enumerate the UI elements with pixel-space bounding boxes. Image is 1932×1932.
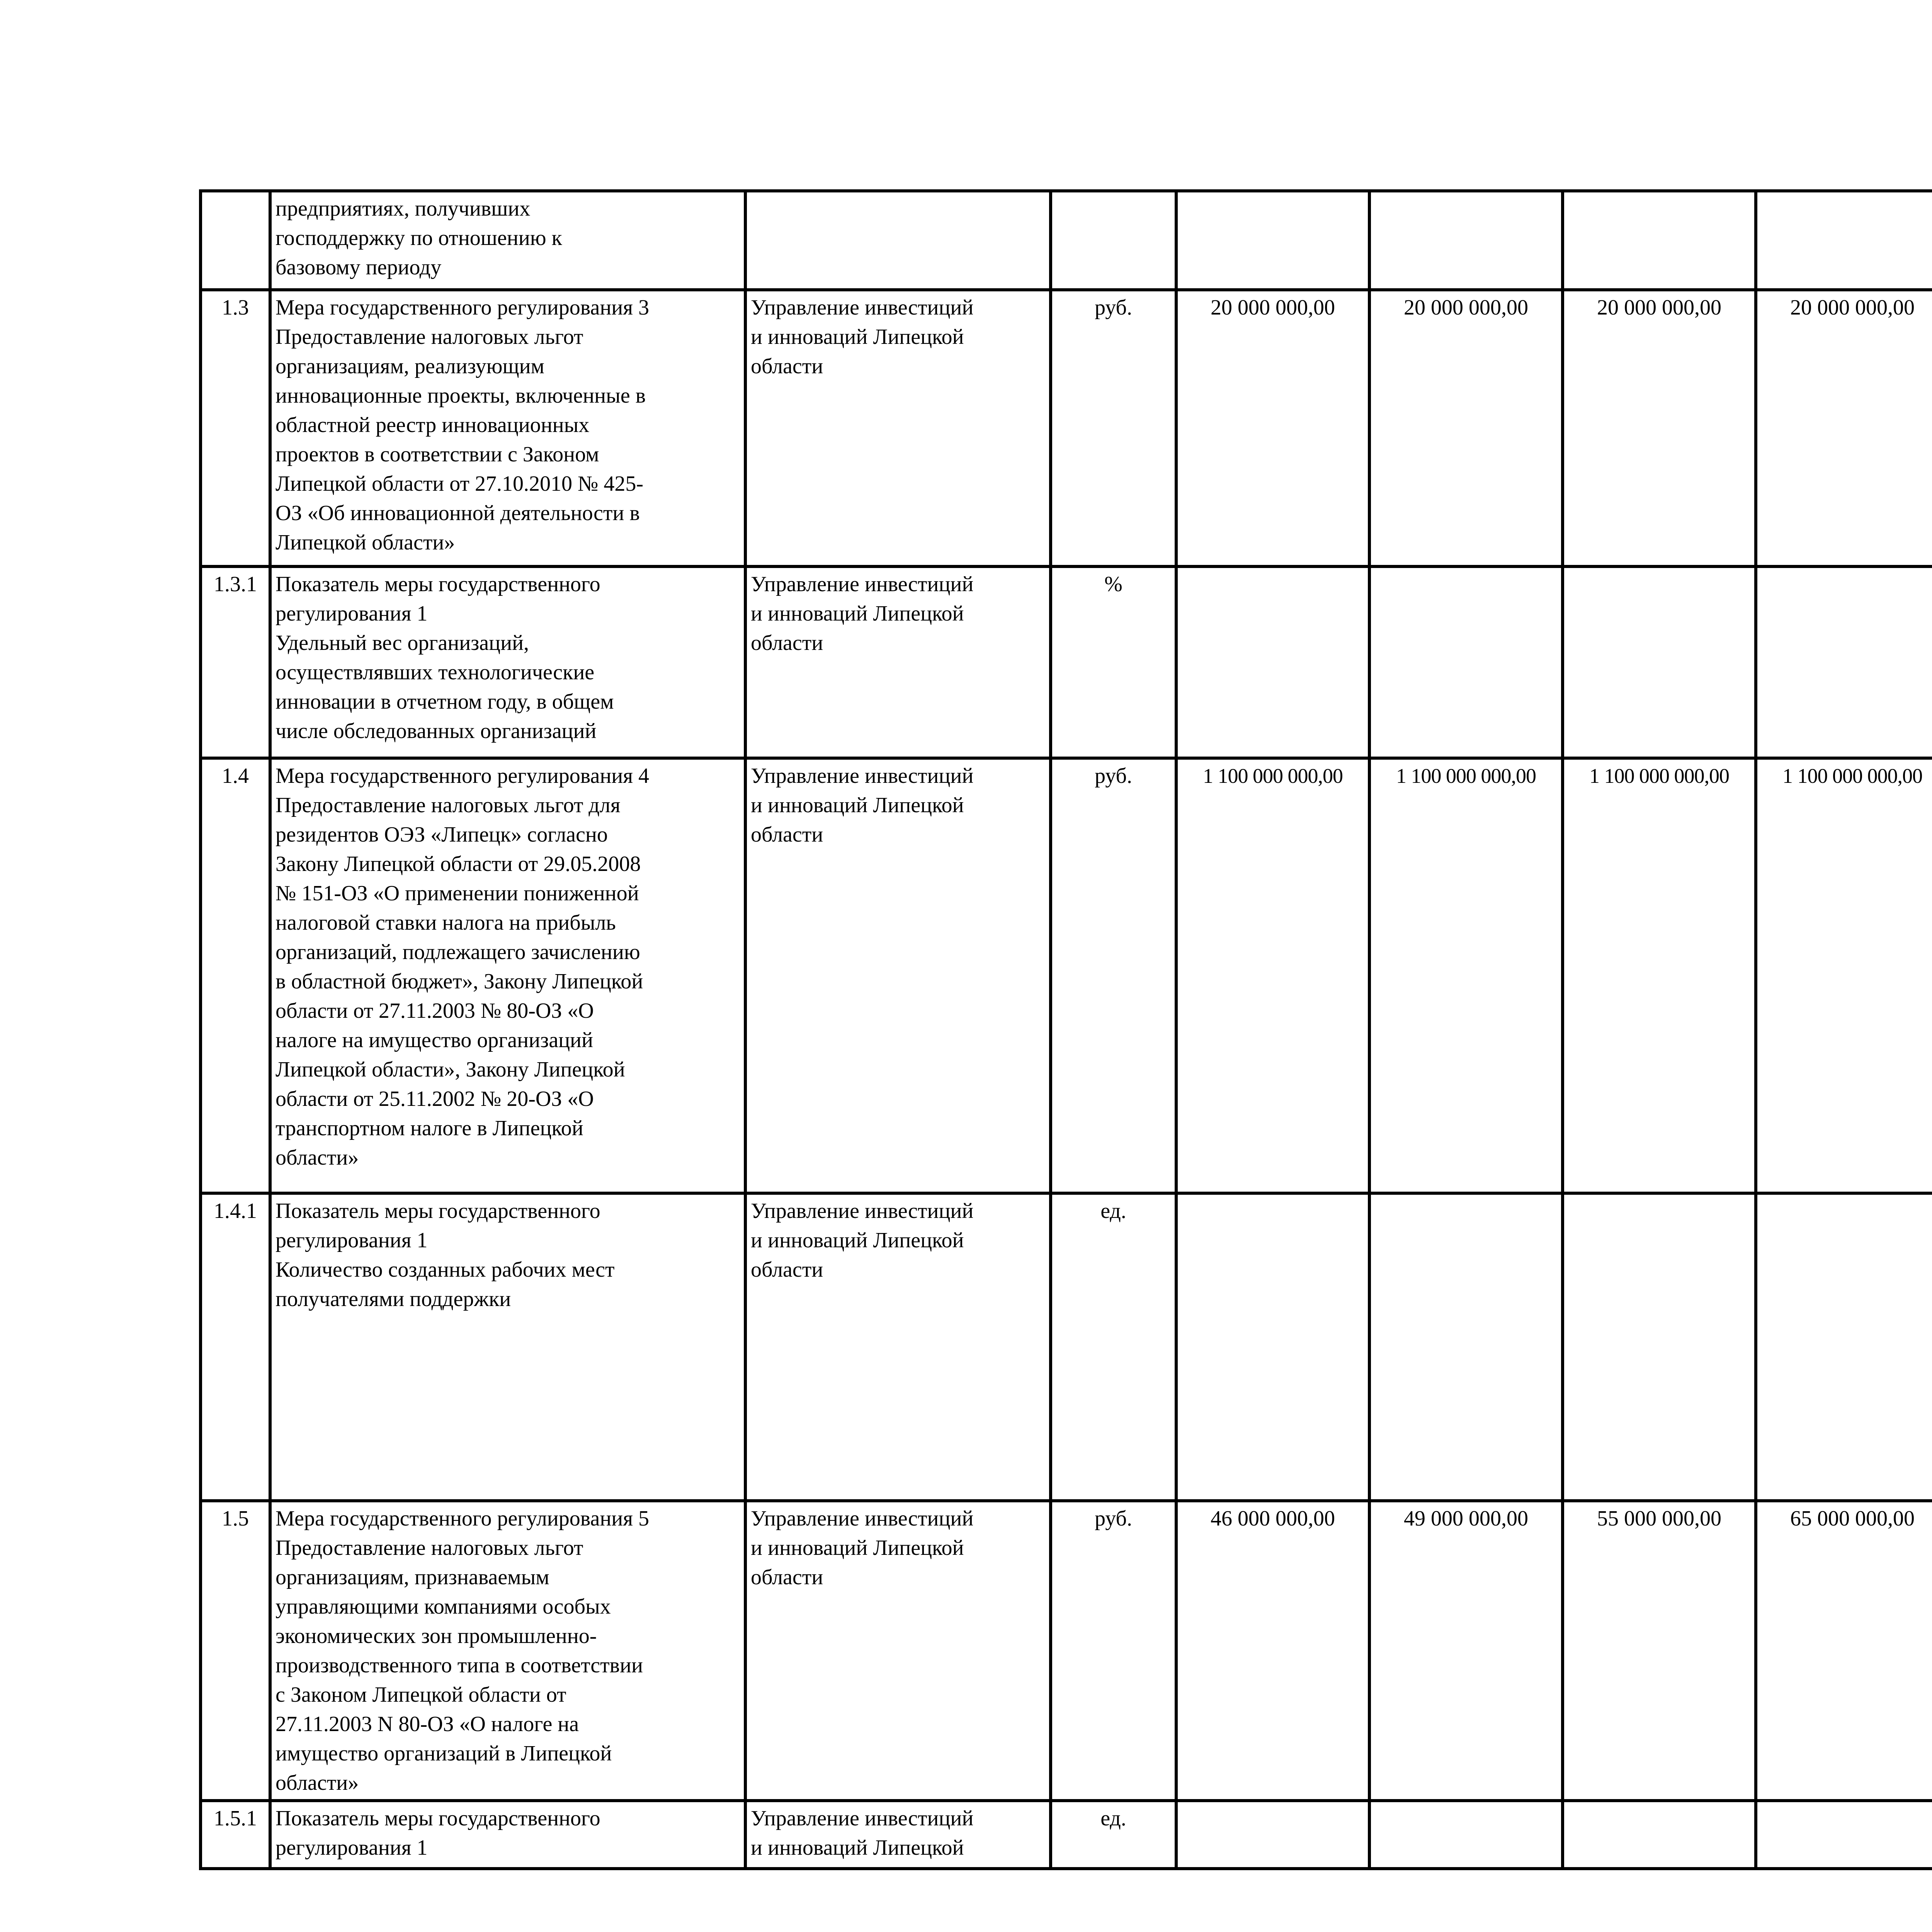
value-cell: 49 000 000,00 bbox=[1369, 1501, 1563, 1801]
measure-name-line: предприятиях, получивших bbox=[276, 197, 531, 221]
measure-name-line: Предоставление налоговых льгот bbox=[276, 1536, 583, 1560]
measure-name-line: Количество созданных рабочих мест bbox=[276, 1258, 615, 1282]
measure-name-line: Мера государственного регулирования 5 bbox=[276, 1507, 650, 1531]
responsible-cell bbox=[745, 566, 1051, 758]
unit-cell: руб. bbox=[1051, 1501, 1176, 1801]
value-cell bbox=[1756, 1193, 1932, 1501]
responsible-line: и инноваций Липецкой bbox=[751, 1536, 964, 1560]
measure-name-line: регулирования 1 bbox=[276, 602, 428, 626]
measure-name-cell bbox=[270, 1501, 745, 1801]
value-cell: 20 000 000,00 bbox=[1176, 290, 1369, 566]
measure-name-line: Предоставление налоговых льгот для bbox=[276, 793, 621, 817]
responsible-cell bbox=[745, 290, 1051, 566]
unit-cell: % bbox=[1051, 566, 1176, 758]
responsible-line: области bbox=[751, 354, 823, 378]
responsible-cell bbox=[745, 191, 1051, 290]
measure-name-line: господдержку по отношению к bbox=[276, 226, 562, 250]
measure-name-cell bbox=[270, 1801, 745, 1869]
value-cell: 20 000 000,00 bbox=[1369, 290, 1563, 566]
measure-name-cell bbox=[270, 1193, 745, 1501]
responsible-line: области bbox=[751, 1565, 823, 1589]
responsible-cell bbox=[745, 1801, 1051, 1869]
responsible-cell bbox=[745, 1193, 1051, 1501]
measure-name-line: в областной бюджет», Закону Липецкой bbox=[276, 969, 643, 993]
measure-name-line: № 151-ОЗ «О применении пониженной bbox=[276, 881, 639, 905]
table-row bbox=[201, 191, 1932, 290]
measure-name-line: организаций, подлежащего зачислению bbox=[276, 940, 640, 964]
measure-name-line: числе обследованных организаций bbox=[276, 719, 597, 743]
measure-name-line: области от 25.11.2002 № 20-ОЗ «О bbox=[276, 1087, 594, 1111]
measure-name-line: управляющими компаниями особых bbox=[276, 1595, 611, 1619]
measure-name-line: Липецкой области» bbox=[276, 531, 455, 554]
table-row bbox=[201, 1801, 1932, 1869]
measure-name-line: ОЗ «Об инновационной деятельности в bbox=[276, 501, 640, 525]
measure-name-line: Мера государственного регулирования 3 bbox=[276, 296, 650, 320]
row-number-cell: 1.3.1 bbox=[201, 566, 270, 758]
value-cell bbox=[1176, 1801, 1369, 1869]
responsible-line: Управление инвестиций bbox=[751, 764, 974, 788]
value-cell bbox=[1563, 191, 1756, 290]
measure-name-line: Предоставление налоговых льгот bbox=[276, 325, 583, 349]
responsible-line: Управление инвестиций bbox=[751, 572, 974, 596]
responsible-line: и инноваций Липецкой bbox=[751, 1836, 964, 1860]
unit-cell bbox=[1051, 191, 1176, 290]
row-number-cell: 1.4 bbox=[201, 758, 270, 1193]
value-cell bbox=[1563, 566, 1756, 758]
measure-name-line: резидентов ОЭЗ «Липецк» согласно bbox=[276, 823, 608, 847]
value-cell bbox=[1756, 566, 1932, 758]
responsible-line: области bbox=[751, 1258, 823, 1282]
measure-name-line: области» bbox=[276, 1146, 359, 1170]
row-number-cell: 1.5 bbox=[201, 1501, 270, 1801]
measure-name-line: налоге на имущество организаций bbox=[276, 1028, 593, 1052]
responsible-line: Управление инвестиций bbox=[751, 1507, 974, 1531]
measure-name-cell bbox=[270, 290, 745, 566]
measure-name-cell bbox=[270, 191, 745, 290]
measure-name-cell bbox=[270, 566, 745, 758]
value-cell bbox=[1176, 566, 1369, 758]
responsible-line: и инноваций Липецкой bbox=[751, 1228, 964, 1252]
responsible-line: области bbox=[751, 631, 823, 655]
measure-name-line: регулирования 1 bbox=[276, 1836, 428, 1860]
value-cell bbox=[1756, 191, 1932, 290]
measure-name-line: базовому периоду bbox=[276, 255, 442, 279]
value-cell bbox=[1176, 191, 1369, 290]
measure-name-line: организациям, реализующим bbox=[276, 354, 544, 378]
measure-name-line: Закону Липецкой области от 29.05.2008 bbox=[276, 852, 641, 876]
value-cell bbox=[1563, 1801, 1756, 1869]
table-row bbox=[201, 758, 1932, 1193]
measure-name-line: экономических зон промышленно- bbox=[276, 1624, 597, 1648]
measure-name-line: инновационные проекты, включенные в bbox=[276, 384, 646, 408]
value-cell: 1 100 000 000,00 bbox=[1369, 758, 1563, 1193]
measure-name-line: проектов в соответствии с Законом bbox=[276, 442, 599, 466]
measure-name-line: получателями поддержки bbox=[276, 1287, 511, 1311]
value-cell bbox=[1369, 1193, 1563, 1501]
measure-name-line: области от 27.11.2003 № 80-ОЗ «О bbox=[276, 999, 594, 1023]
responsible-line: и инноваций Липецкой bbox=[751, 602, 964, 626]
measure-name-line: Липецкой области от 27.10.2010 № 425- bbox=[276, 472, 644, 496]
value-cell: 20 000 000,00 bbox=[1563, 290, 1756, 566]
measure-name-line: 27.11.2003 N 80-ОЗ «О налоге на bbox=[276, 1712, 579, 1736]
row-number-cell: 1.4.1 bbox=[201, 1193, 270, 1501]
table-body bbox=[201, 191, 1932, 1869]
table-row bbox=[201, 566, 1932, 758]
measure-name-line: инновации в отчетном году, в общем bbox=[276, 690, 614, 714]
value-cell bbox=[1369, 1801, 1563, 1869]
measure-name-line: Показатель меры государственного bbox=[276, 1199, 600, 1223]
value-cell bbox=[1369, 191, 1563, 290]
measure-name-line: налоговой ставки налога на прибыль bbox=[276, 911, 616, 935]
value-cell bbox=[1369, 566, 1563, 758]
responsible-line: Управление инвестиций bbox=[751, 1199, 974, 1223]
measure-name-line: транспортном налоге в Липецкой bbox=[276, 1116, 583, 1140]
value-cell: 1 100 000 000,00 bbox=[1756, 758, 1932, 1193]
measure-name-line: имущество организаций в Липецкой bbox=[276, 1742, 612, 1765]
measure-name-line: с Законом Липецкой области от bbox=[276, 1683, 566, 1707]
value-cell bbox=[1756, 1801, 1932, 1869]
value-cell: 1 100 000 000,00 bbox=[1176, 758, 1369, 1193]
value-cell: 46 000 000,00 bbox=[1176, 1501, 1369, 1801]
measure-name-cell bbox=[270, 758, 745, 1193]
value-cell bbox=[1563, 1193, 1756, 1501]
value-cell bbox=[1176, 1193, 1369, 1501]
responsible-cell bbox=[745, 758, 1051, 1193]
unit-cell: ед. bbox=[1051, 1193, 1176, 1501]
value-cell: 20 000 000,00 bbox=[1756, 290, 1932, 566]
measure-name-line: регулирования 1 bbox=[276, 1228, 428, 1252]
measure-name-line: Показатель меры государственного bbox=[276, 572, 600, 596]
unit-cell: ед. bbox=[1051, 1801, 1176, 1869]
measure-name-line: организациям, признаваемым bbox=[276, 1565, 549, 1589]
responsible-line: Управление инвестиций bbox=[751, 296, 974, 320]
row-number-cell: 1.5.1 bbox=[201, 1801, 270, 1869]
table-row bbox=[201, 1193, 1932, 1501]
row-number-cell bbox=[201, 191, 270, 290]
measure-name-line: Показатель меры государственного bbox=[276, 1806, 600, 1830]
measure-name-line: осуществлявших технологические bbox=[276, 660, 595, 684]
measure-name-line: Удельный вес организаций, bbox=[276, 631, 529, 655]
measure-name-line: Липецкой области», Закону Липецкой bbox=[276, 1058, 625, 1082]
value-cell: 65 000 000,00 bbox=[1756, 1501, 1932, 1801]
measure-name-line: производственного типа в соответствии bbox=[276, 1653, 643, 1677]
table-row bbox=[201, 290, 1932, 566]
measure-name-line: областной реестр инновационных bbox=[276, 413, 590, 437]
responsible-line: и инноваций Липецкой bbox=[751, 793, 964, 817]
responsible-line: области bbox=[751, 823, 823, 847]
responsible-line: и инноваций Липецкой bbox=[751, 325, 964, 349]
table-row bbox=[201, 1501, 1932, 1801]
regulation-measures-table bbox=[199, 189, 1932, 1870]
measure-name-line: области» bbox=[276, 1771, 359, 1795]
value-cell: 1 100 000 000,00 bbox=[1563, 758, 1756, 1193]
value-cell: 55 000 000,00 bbox=[1563, 1501, 1756, 1801]
measure-name-line: Мера государственного регулирования 4 bbox=[276, 764, 650, 788]
responsible-cell bbox=[745, 1501, 1051, 1801]
responsible-line: Управление инвестиций bbox=[751, 1806, 974, 1830]
unit-cell: руб. bbox=[1051, 758, 1176, 1193]
row-number-cell: 1.3 bbox=[201, 290, 270, 566]
unit-cell: руб. bbox=[1051, 290, 1176, 566]
